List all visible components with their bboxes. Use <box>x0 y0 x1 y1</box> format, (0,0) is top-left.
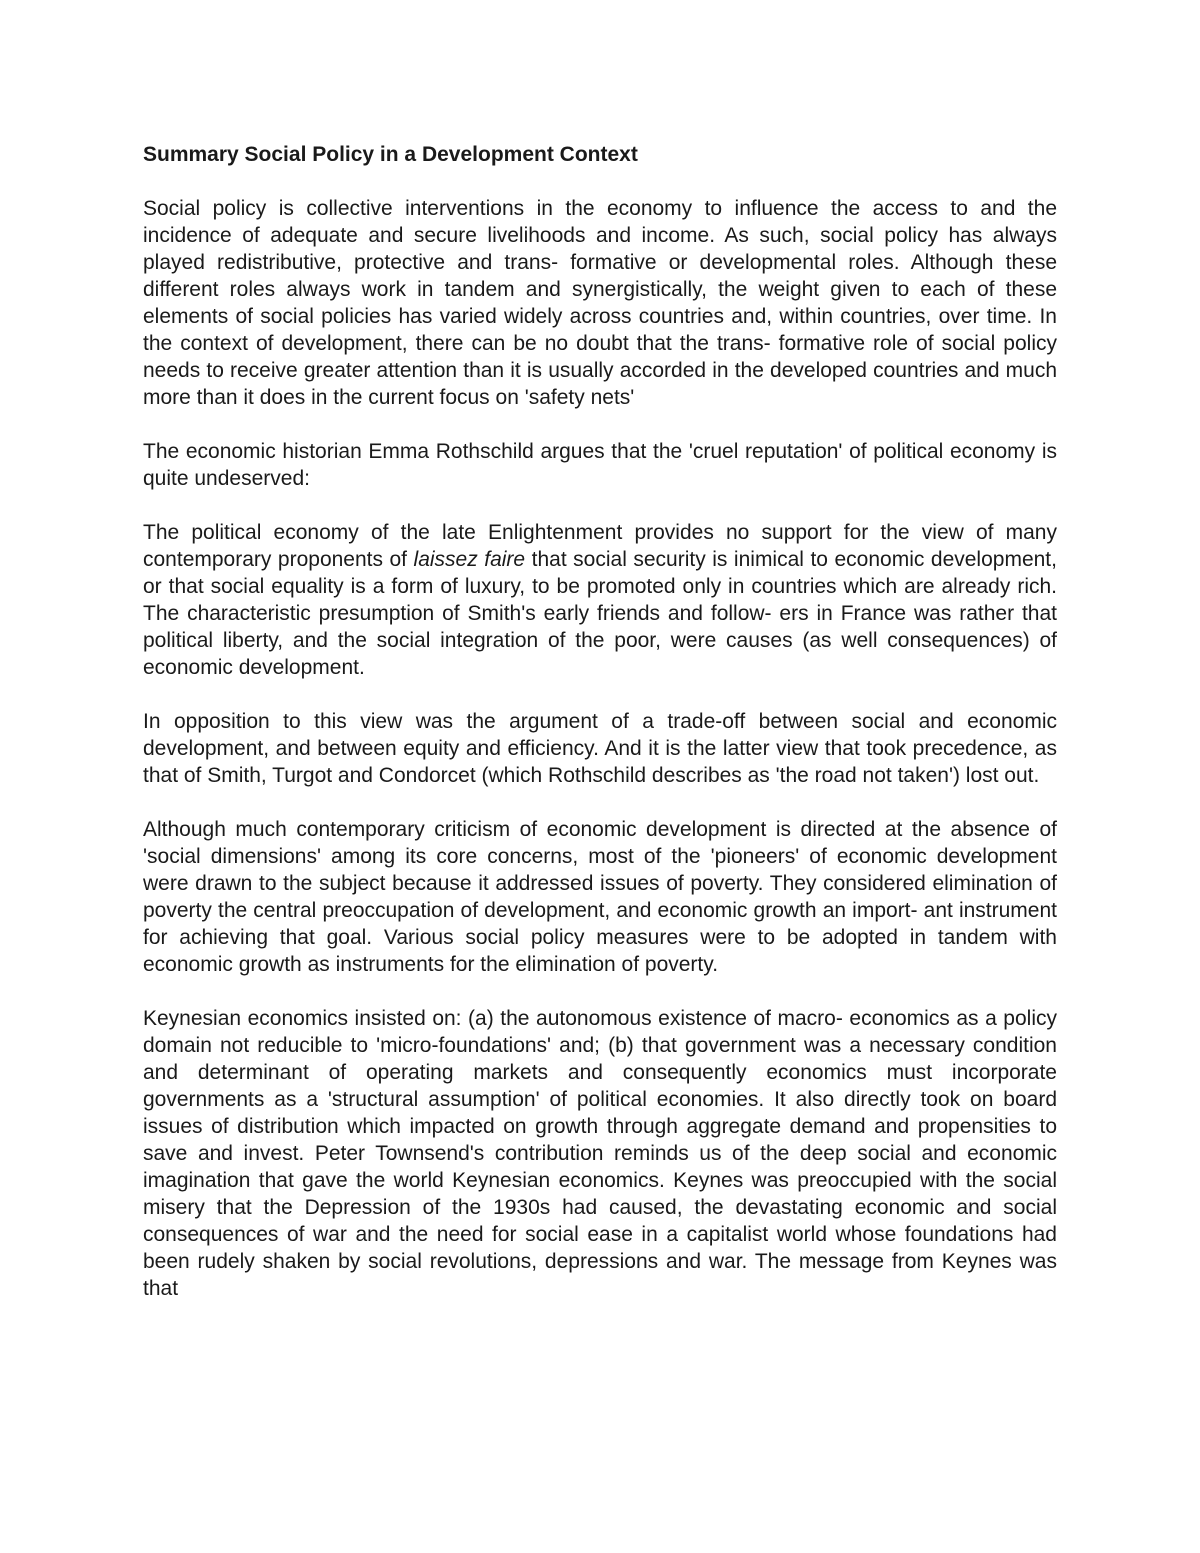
paragraph-definition: Social policy is collective interventions in the economy to influence the access to and the incidence of adequate and secure livelihoods and income. As such, social policy has always played redistributive, protective and trans- formative or developmental roles. Although these different roles always work in tandem and synergistically, the weight given to each of these elements of social policies has varied widely across countries and, within countries, over time. In the context of development, there can be no doubt that the trans- formative role of social policy needs to receive greater attention than it is usually accorded in the developed countries and much more than it does in the current focus on 'safety nets' <box>143 197 1057 409</box>
paragraph-rothschild-intro: The economic historian Emma Rothschild argues that the 'cruel reputation' of political economy is quite undeserved: <box>143 440 1057 490</box>
paragraph-keynesian: Keynesian economics insisted on: (a) the autonomous existence of macro- economics as a policy domain not reducible to 'micro-foundations' and; (b) that government was a necessary condition and determinant of operating markets and consequently economics must incorporate governments as a 'structural assumption' of political economies. It also directly took on board issues of distribution which impacted on growth through aggregate demand and propensities to save and invest. Peter Townsend's contribution reminds us of the deep social and economic imagination that gave the world Keynesian economics. Keynes was preoccupied with the social misery that the Depression of the 1930s had caused, the devastating economic and social consequences of war and the need for social ease in a capitalist world whose foundations had been rudely shaken by social revolutions, depressions and war. The message from Keynes was that <box>143 1007 1057 1300</box>
paragraph-pioneers: Although much contemporary criticism of economic development is directed at the absence of 'social dimensions' among its core concerns, most of the 'pioneers' of economic development were drawn to the subject because it addressed issues of poverty. They considered elimination of poverty the central preoccupation of development, and economic growth an import- ant instrument for achieving that goal. Various social policy measures were to be adopted in tandem with economic growth as instruments for the elimination of poverty. <box>143 818 1057 976</box>
paragraph-quote <box>143 519 1057 681</box>
quote-italic-term: laissez faire <box>413 548 526 571</box>
document-title: Summary Social Policy in a Development Context <box>143 143 638 166</box>
paragraph-opposition: In opposition to this view was the argument of a trade-off between social and economic development, and between equity and efficiency. And it is the latter view that took precedence, as that of Smith, Turgot and Condorcet (which Rothschild describes as 'the road not taken') lost out. <box>143 710 1057 787</box>
document-body <box>143 141 1057 1302</box>
quote-text-after: that social security is inimical to economic development, or that social equality is a form of luxury, to be promoted only in countries which are already rich. The characteristic presumption of Smith's early friends and follow- ers in France was rather that political liberty, and the social integration of the poor, were causes (as well consequences) of economic development. <box>143 548 1057 679</box>
quote-text-before: The political economy of the late Enlightenment provides no support for the view of many contemporary proponents of <box>143 521 1057 571</box>
